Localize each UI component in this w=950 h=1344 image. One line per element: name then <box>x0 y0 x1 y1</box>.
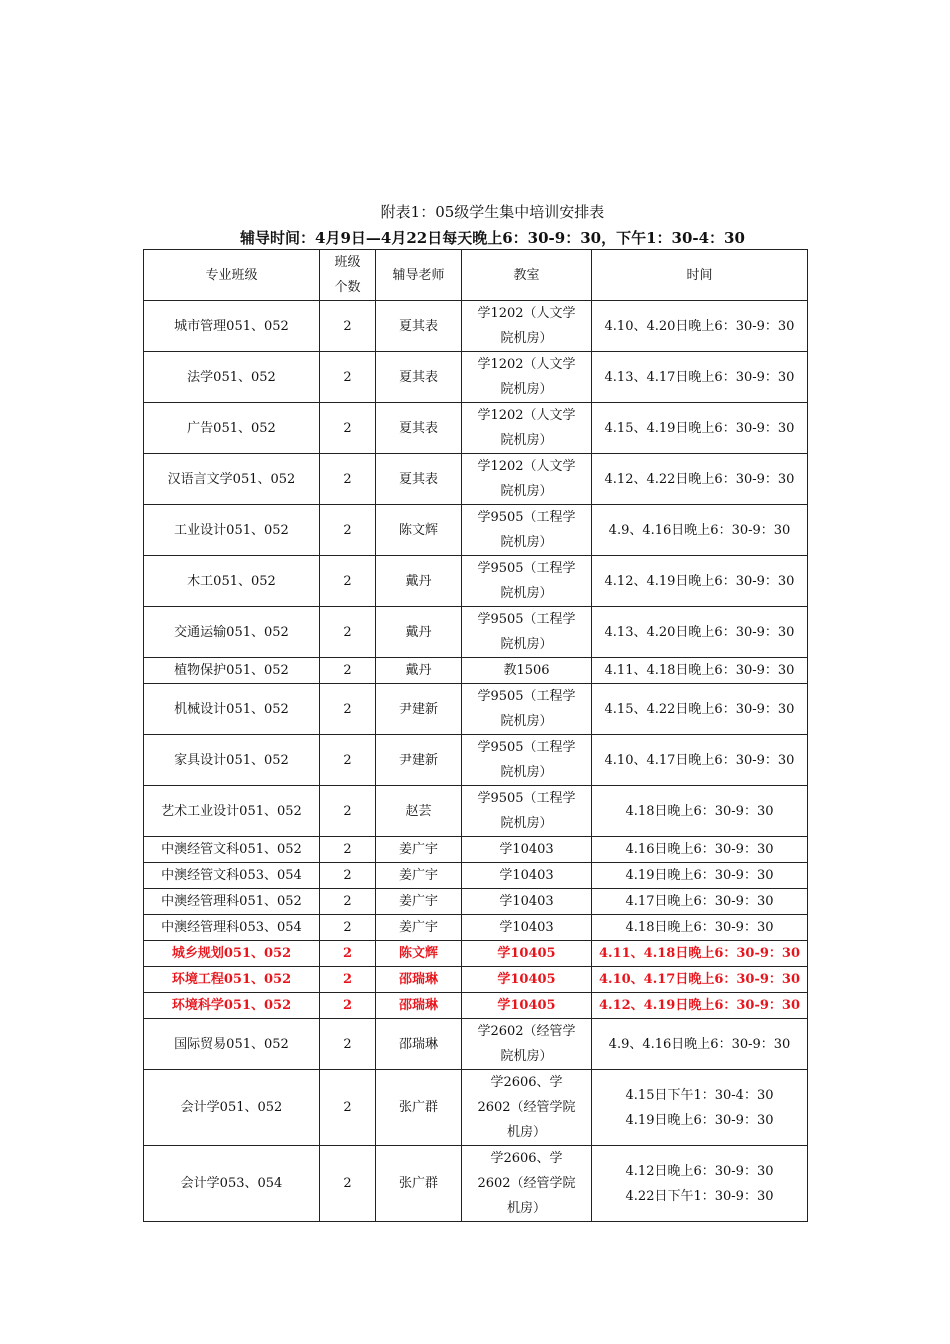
teacher-cell: 张广群 <box>376 1070 462 1146</box>
count-cell: 2 <box>320 1019 376 1070</box>
table-row <box>144 684 808 735</box>
time-cell: 4.9、4.16日晚上6：30-9：30 <box>592 1019 808 1070</box>
table-row <box>144 556 808 607</box>
time-cell <box>592 1146 808 1222</box>
teacher-cell: 戴丹 <box>376 556 462 607</box>
room-cell: 学10403 <box>462 863 592 889</box>
room-cell: 学1202（人文学院机房） <box>462 301 592 352</box>
class-cell: 城乡规划051、052 <box>144 941 320 967</box>
class-cell: 环境工程051、052 <box>144 967 320 993</box>
header-class: 专业班级 <box>144 250 320 301</box>
time-cell: 4.17日晚上6：30-9：30 <box>592 889 808 915</box>
count-cell: 2 <box>320 1146 376 1222</box>
room-cell: 学10405 <box>462 993 592 1019</box>
room-cell: 学2606、学2602（经管学院机房） <box>462 1146 592 1222</box>
class-cell: 中澳经管文科053、054 <box>144 863 320 889</box>
class-cell: 城市管理051、052 <box>144 301 320 352</box>
count-cell: 2 <box>320 786 376 837</box>
table-row <box>144 1070 808 1146</box>
count-cell: 2 <box>320 915 376 941</box>
table-row <box>144 607 808 658</box>
room-cell: 学9505（工程学院机房） <box>462 735 592 786</box>
table-row <box>144 915 808 941</box>
table-row-highlighted <box>144 967 808 993</box>
time-line: 4.19日晚上6：30-9：30 <box>625 1112 774 1128</box>
time-cell: 4.13、4.20日晚上6：30-9：30 <box>592 607 808 658</box>
room-cell: 学9505（工程学院机房） <box>462 505 592 556</box>
document-subtitle: 辅导时间：4月9日—4月22日每天晚上6：30-9：30，下午1：30-4：30 <box>240 229 745 247</box>
room-cell: 教1506 <box>462 658 592 684</box>
class-cell: 中澳经管理科051、052 <box>144 889 320 915</box>
teacher-cell: 陈文辉 <box>376 505 462 556</box>
time-line: 4.15日下午1：30-4：30 <box>625 1087 774 1103</box>
class-cell: 工业设计051、052 <box>144 505 320 556</box>
time-cell: 4.11、4.18日晚上6：30-9：30 <box>592 941 808 967</box>
count-cell: 2 <box>320 1070 376 1146</box>
time-cell: 4.12、4.19日晚上6：30-9：30 <box>592 556 808 607</box>
table-row <box>144 505 808 556</box>
class-cell: 机械设计051、052 <box>144 684 320 735</box>
teacher-cell: 姜广宇 <box>376 915 462 941</box>
time-cell: 4.11、4.18日晚上6：30-9：30 <box>592 658 808 684</box>
count-cell: 2 <box>320 607 376 658</box>
header-time: 时间 <box>592 250 808 301</box>
time-cell <box>592 1070 808 1146</box>
class-cell: 广告051、052 <box>144 403 320 454</box>
count-cell: 2 <box>320 505 376 556</box>
table-row <box>144 301 808 352</box>
table-row-highlighted <box>144 941 808 967</box>
time-cell: 4.10、4.20日晚上6：30-9：30 <box>592 301 808 352</box>
teacher-cell: 赵芸 <box>376 786 462 837</box>
header-teacher: 辅导老师 <box>376 250 462 301</box>
room-cell: 学10405 <box>462 941 592 967</box>
table-row <box>144 1019 808 1070</box>
table-row <box>144 863 808 889</box>
teacher-cell: 戴丹 <box>376 607 462 658</box>
count-cell: 2 <box>320 684 376 735</box>
teacher-cell: 夏其表 <box>376 301 462 352</box>
room-cell: 学10403 <box>462 889 592 915</box>
table-row-highlighted <box>144 993 808 1019</box>
room-cell: 学10403 <box>462 837 592 863</box>
table-row <box>144 735 808 786</box>
table-row <box>144 889 808 915</box>
table-row <box>144 658 808 684</box>
teacher-cell: 张广群 <box>376 1146 462 1222</box>
time-cell: 4.16日晚上6：30-9：30 <box>592 837 808 863</box>
count-cell: 2 <box>320 941 376 967</box>
class-cell: 植物保护051、052 <box>144 658 320 684</box>
teacher-cell: 夏其表 <box>376 454 462 505</box>
class-cell: 会计学051、052 <box>144 1070 320 1146</box>
count-cell: 2 <box>320 889 376 915</box>
count-cell: 2 <box>320 454 376 505</box>
time-cell: 4.9、4.16日晚上6：30-9：30 <box>592 505 808 556</box>
room-cell: 学1202（人文学院机房） <box>462 352 592 403</box>
count-cell: 2 <box>320 658 376 684</box>
count-cell: 2 <box>320 403 376 454</box>
time-line: 4.12日晚上6：30-9：30 <box>625 1163 774 1179</box>
room-cell: 学9505（工程学院机房） <box>462 786 592 837</box>
teacher-cell: 尹建新 <box>376 684 462 735</box>
header-room: 教室 <box>462 250 592 301</box>
teacher-cell: 尹建新 <box>376 735 462 786</box>
time-cell: 4.15、4.19日晚上6：30-9：30 <box>592 403 808 454</box>
teacher-cell: 陈文辉 <box>376 941 462 967</box>
time-cell: 4.10、4.17日晚上6：30-9：30 <box>592 967 808 993</box>
room-cell: 学9505（工程学院机房） <box>462 684 592 735</box>
table-header-row <box>144 250 808 301</box>
count-cell: 2 <box>320 967 376 993</box>
class-cell: 环境科学051、052 <box>144 993 320 1019</box>
schedule-table <box>143 249 808 1222</box>
class-cell: 木工051、052 <box>144 556 320 607</box>
class-cell: 法学051、052 <box>144 352 320 403</box>
time-cell: 4.13、4.17日晚上6：30-9：30 <box>592 352 808 403</box>
teacher-cell: 戴丹 <box>376 658 462 684</box>
table-row <box>144 454 808 505</box>
document-title: 附表1：05级学生集中培训安排表 <box>380 203 605 221</box>
class-cell: 国际贸易051、052 <box>144 1019 320 1070</box>
count-cell: 2 <box>320 556 376 607</box>
class-cell: 中澳经管理科053、054 <box>144 915 320 941</box>
count-cell: 2 <box>320 863 376 889</box>
table-row <box>144 786 808 837</box>
class-cell: 汉语言文学051、052 <box>144 454 320 505</box>
room-cell: 学1202（人文学院机房） <box>462 403 592 454</box>
class-cell: 中澳经管文科051、052 <box>144 837 320 863</box>
room-cell: 学9505（工程学院机房） <box>462 556 592 607</box>
time-cell: 4.19日晚上6：30-9：30 <box>592 863 808 889</box>
count-cell: 2 <box>320 993 376 1019</box>
time-cell: 4.10、4.17日晚上6：30-9：30 <box>592 735 808 786</box>
time-line: 4.22日下午1：30-9：30 <box>625 1188 774 1204</box>
count-cell: 2 <box>320 352 376 403</box>
teacher-cell: 夏其表 <box>376 403 462 454</box>
class-cell: 会计学053、054 <box>144 1146 320 1222</box>
teacher-cell: 邵瑞琳 <box>376 993 462 1019</box>
count-cell: 2 <box>320 301 376 352</box>
table-row <box>144 837 808 863</box>
teacher-cell: 姜广宇 <box>376 863 462 889</box>
room-cell: 学1202（人文学院机房） <box>462 454 592 505</box>
room-cell: 学10405 <box>462 967 592 993</box>
header-count <box>320 250 376 301</box>
time-cell: 4.12、4.22日晚上6：30-9：30 <box>592 454 808 505</box>
table-row <box>144 403 808 454</box>
room-cell: 学2606、学2602（经管学院机房） <box>462 1070 592 1146</box>
room-cell: 学10403 <box>462 915 592 941</box>
room-cell: 学2602（经管学院机房） <box>462 1019 592 1070</box>
time-cell: 4.18日晚上6：30-9：30 <box>592 915 808 941</box>
class-cell: 艺术工业设计051、052 <box>144 786 320 837</box>
room-cell: 学9505（工程学院机房） <box>462 607 592 658</box>
class-cell: 交通运输051、052 <box>144 607 320 658</box>
teacher-cell: 邵瑞琳 <box>376 1019 462 1070</box>
time-cell: 4.18日晚上6：30-9：30 <box>592 786 808 837</box>
teacher-cell: 邵瑞琳 <box>376 967 462 993</box>
time-cell: 4.15、4.22日晚上6：30-9：30 <box>592 684 808 735</box>
table-row <box>144 1146 808 1222</box>
teacher-cell: 姜广宇 <box>376 889 462 915</box>
teacher-cell: 夏其表 <box>376 352 462 403</box>
count-cell: 2 <box>320 837 376 863</box>
teacher-cell: 姜广宇 <box>376 837 462 863</box>
header-count-label: 班级个数 <box>334 255 361 295</box>
table-row <box>144 352 808 403</box>
count-cell: 2 <box>320 735 376 786</box>
time-cell: 4.12、4.19日晚上6：30-9：30 <box>592 993 808 1019</box>
class-cell: 家具设计051、052 <box>144 735 320 786</box>
